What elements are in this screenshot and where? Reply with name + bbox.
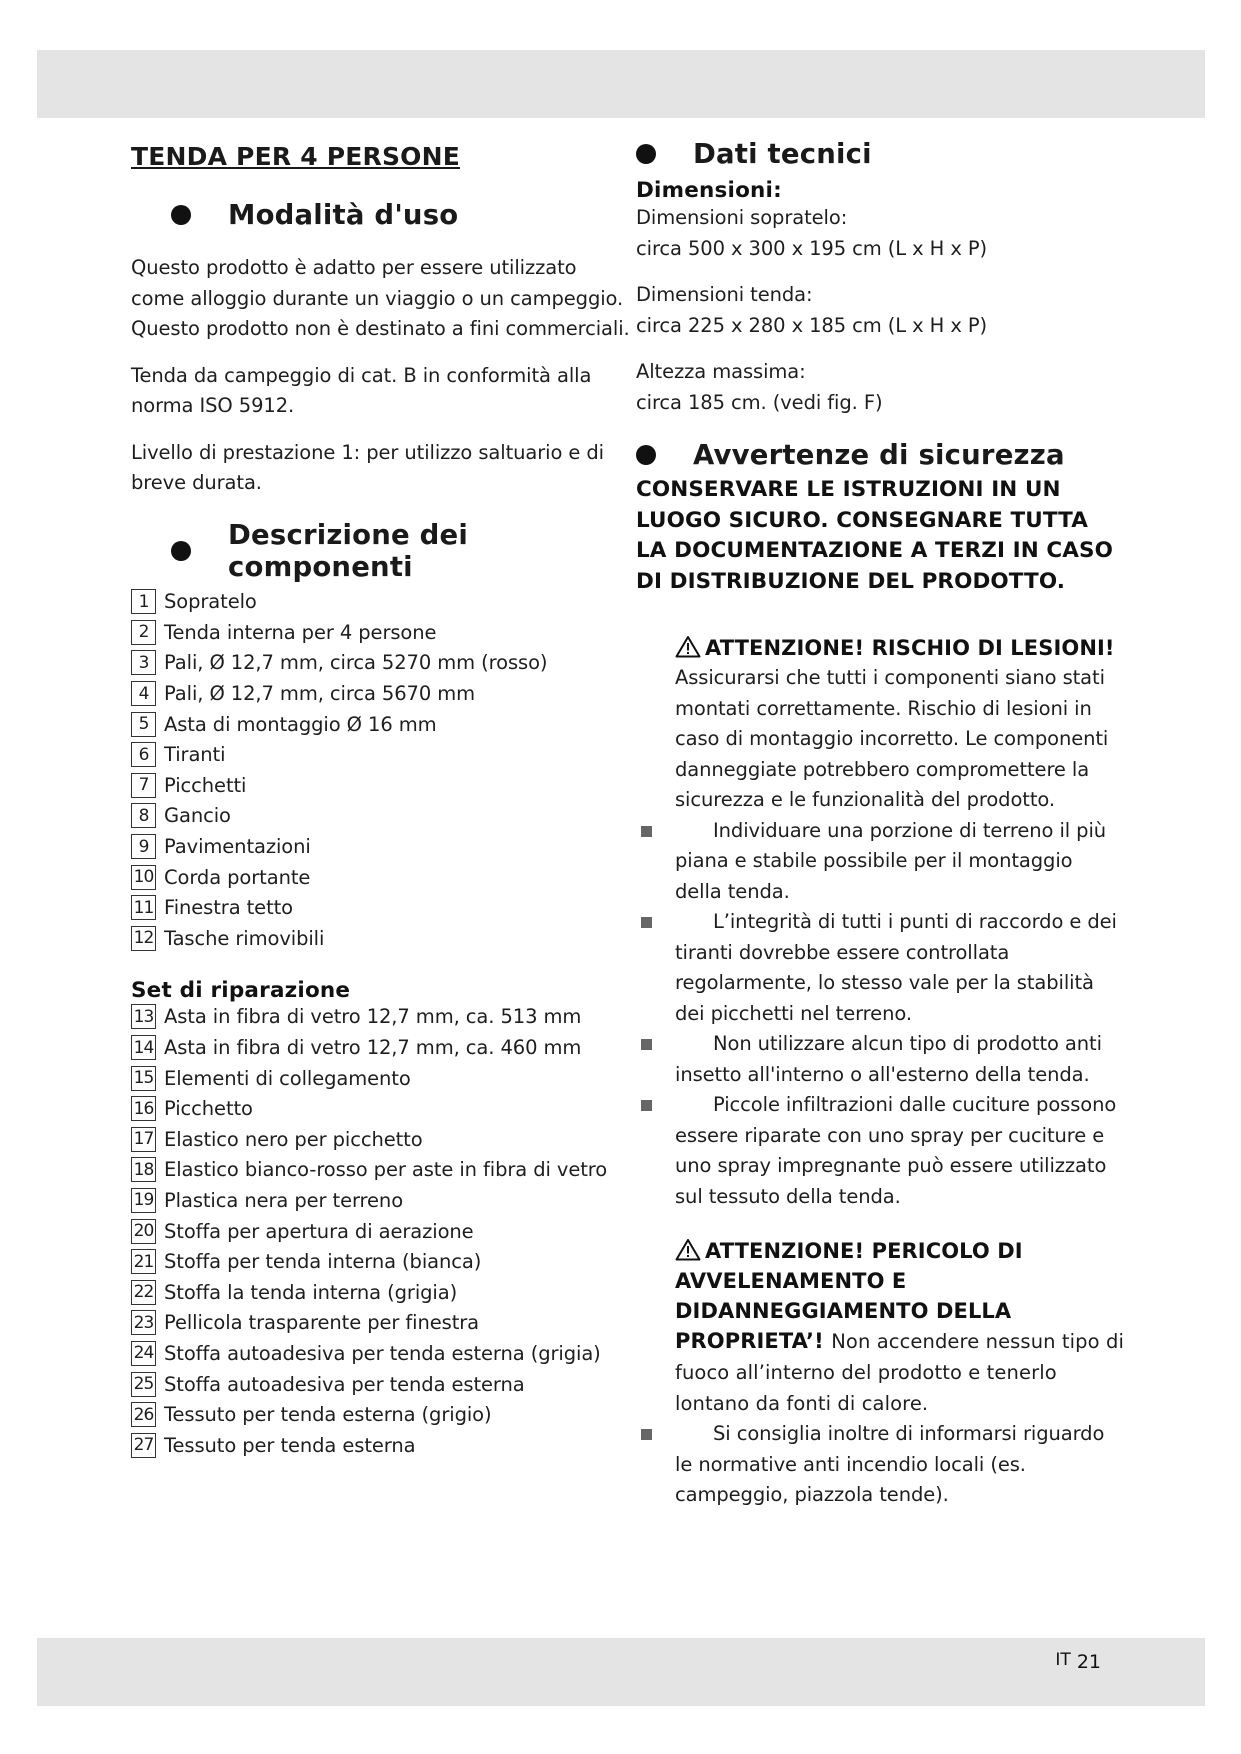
safety-heading — [636, 439, 1116, 471]
item-number-box: 1 — [131, 589, 156, 614]
item-label: Stoffa autoadesiva per tenda esterna (grigia) — [164, 1341, 601, 1365]
item-number-box: 10 — [131, 865, 156, 890]
tech-row-label: Dimensioni tenda: — [636, 283, 813, 306]
usage-paragraph-1: Questo prodotto è adatto per essere utilizzato come alloggio durante un viaggio o un campeggio. Questo prodotto non è destinato a fini commerciali. — [131, 256, 630, 340]
header-bar — [37, 50, 1205, 118]
bullet-item — [675, 1419, 1125, 1511]
list-item — [131, 801, 631, 832]
square-bullet-icon — [641, 1429, 652, 1440]
item-number-box: 6 — [131, 742, 156, 767]
usage-heading-text: Modalità d'uso — [228, 199, 459, 231]
item-number-box: 11 — [131, 895, 156, 920]
page-title: TENDA PER 4 PERSONE — [131, 142, 461, 171]
page-number-value: 21 — [1076, 1651, 1101, 1673]
bullet-item — [675, 907, 1125, 1029]
list-item — [131, 770, 631, 801]
list-item — [131, 617, 631, 648]
item-label: Finestra tetto — [164, 896, 294, 920]
item-number-box: 3 — [131, 650, 156, 675]
repair-heading: Set di riparazione — [131, 977, 351, 1003]
components-list — [131, 587, 631, 954]
item-label: Tenda interna per 4 persone — [164, 620, 437, 644]
item-label: Pavimentazioni — [164, 835, 311, 859]
item-number-box: 5 — [131, 712, 156, 737]
item-label: Asta in fibra di vetro 12,7 mm, ca. 460 mm — [164, 1036, 582, 1060]
item-label: Picchetto — [164, 1097, 253, 1121]
warning-injury — [675, 633, 1125, 1212]
list-item — [131, 1032, 631, 1063]
safety-heading-text: Avvertenze di sicurezza — [693, 439, 1065, 471]
item-label: Asta di montaggio Ø 16 mm — [164, 712, 437, 736]
item-number-box: 12 — [131, 926, 156, 951]
item-number-box: 26 — [131, 1402, 156, 1427]
item-number-box: 22 — [131, 1280, 156, 1305]
usage-paragraph-3: Livello di prestazione 1: per utilizzo saltuario e di breve durata. — [131, 440, 604, 494]
item-label: Tasche rimovibili — [164, 926, 325, 950]
warning-poison-bullets — [675, 1419, 1125, 1511]
list-item — [131, 1124, 631, 1155]
warning-injury-title — [675, 633, 1125, 663]
list-item — [131, 892, 631, 923]
item-number-box: 9 — [131, 834, 156, 859]
footer-bar — [37, 1638, 1205, 1706]
list-item — [131, 923, 631, 954]
tech-row — [636, 357, 1116, 418]
item-number-box: 15 — [131, 1066, 156, 1091]
item-label: Gancio — [164, 804, 231, 828]
item-label: Elementi di collegamento — [164, 1066, 411, 1090]
bullet-text: Piccole infiltrazioni dalle cuciture possono essere riparate con uno spray per cuciture e uno spray impregnante può essere utilizzato sul tessuto della tenda. — [675, 1093, 1117, 1208]
item-number-box: 7 — [131, 773, 156, 798]
item-label: Pali, Ø 12,7 mm, circa 5270 mm (rosso) — [164, 651, 548, 675]
tech-row-value: circa 185 cm. (vedi fig. F) — [636, 390, 883, 414]
tech-row-label: Dimensioni sopratelo: — [636, 206, 848, 229]
list-item — [131, 739, 631, 770]
bullet-dot-icon — [636, 144, 656, 164]
left-column — [131, 138, 631, 1461]
item-number-box: 27 — [131, 1433, 156, 1458]
square-bullet-icon — [641, 1100, 652, 1111]
list-item — [131, 648, 631, 679]
item-number-box: 19 — [131, 1188, 156, 1213]
list-item — [131, 1155, 631, 1186]
item-number-box: 2 — [131, 620, 156, 645]
list-item — [131, 1002, 631, 1033]
square-bullet-icon — [641, 1039, 652, 1050]
item-number-box: 21 — [131, 1249, 156, 1274]
item-label: Stoffa per tenda interna (bianca) — [164, 1250, 482, 1274]
item-number-box: 8 — [131, 803, 156, 828]
list-item — [131, 1093, 631, 1124]
warning-poison — [675, 1236, 1125, 1511]
usage-heading — [171, 199, 631, 231]
item-number-box: 13 — [131, 1004, 156, 1029]
warning-poison-text: Non accendere nessun tipo di fuoco all’interno del prodotto e tenerlo lontano da fonti di calore. — [675, 1330, 1124, 1415]
list-item — [131, 678, 631, 709]
tech-heading — [636, 138, 1116, 170]
page-number — [1055, 1650, 1101, 1673]
list-item — [131, 1216, 631, 1247]
item-number-box: 18 — [131, 1157, 156, 1182]
warning-poison-title-text: ATTENZIONE! PERICOLO DI AVVELENAMENTO E DIDANNEGGIAMENTO DELLA PROPRIETA’! — [675, 1239, 1023, 1353]
repair-list — [131, 1002, 631, 1461]
usage-paragraph-2: Tenda da campeggio di cat. B in conformità alla norma ISO 5912. — [131, 363, 592, 417]
tech-row-label: Altezza massima: — [636, 360, 806, 383]
square-bullet-icon — [641, 826, 652, 837]
item-label: Tessuto per tenda esterna — [164, 1433, 416, 1457]
item-label: Elastico bianco-rosso per aste in fibra di vetro — [164, 1158, 608, 1182]
page-language: IT — [1055, 1650, 1071, 1670]
list-item — [131, 1308, 631, 1339]
bullet-dot-icon — [171, 205, 191, 225]
item-label: Asta in fibra di vetro 12,7 mm, ca. 513 mm — [164, 1005, 582, 1029]
item-label: Tessuto per tenda esterna (grigio) — [164, 1403, 492, 1427]
item-number-box: 4 — [131, 681, 156, 706]
bullet-item — [675, 1090, 1125, 1212]
list-item — [131, 587, 631, 618]
square-bullet-icon — [641, 917, 652, 928]
bullet-dot-icon — [636, 445, 656, 465]
bullet-item — [675, 1029, 1125, 1090]
item-number-box: 14 — [131, 1035, 156, 1060]
tech-row-value: circa 500 x 300 x 195 cm (L x H x P) — [636, 236, 988, 260]
item-label: Stoffa la tenda interna (grigia) — [164, 1280, 458, 1304]
item-label: Stoffa per apertura di aerazione — [164, 1219, 474, 1243]
list-item — [131, 831, 631, 862]
bullet-item — [675, 816, 1125, 908]
item-label: Stoffa autoadesiva per tenda esterna — [164, 1372, 525, 1396]
item-label: Pellicola trasparente per finestra — [164, 1311, 480, 1335]
bullet-dot-icon — [171, 541, 191, 561]
warning-triangle-icon — [675, 1238, 701, 1261]
tech-row — [636, 280, 1116, 341]
list-item — [131, 1277, 631, 1308]
list-item — [131, 1185, 631, 1216]
list-item — [131, 709, 631, 740]
item-number-box: 25 — [131, 1372, 156, 1397]
item-number-box: 23 — [131, 1310, 156, 1335]
bullet-text: Non utilizzare alcun tipo di prodotto anti insetto all'interno o all'esterno della tenda. — [675, 1032, 1102, 1086]
components-heading-text: Descrizione dei componenti — [228, 518, 469, 583]
item-label: Pali, Ø 12,7 mm, circa 5670 mm — [164, 682, 476, 706]
bullet-text: Si consiglia inoltre di informarsi riguardo le normative anti incendio locali (es. campeggio, piazzola tende). — [675, 1422, 1105, 1506]
warning-triangle-icon — [675, 635, 701, 658]
warning-injury-title-text: ATTENZIONE! RISCHIO DI LESIONI! — [705, 636, 1115, 660]
bullet-text: L’integrità di tutti i punti di raccordo e dei tiranti dovrebbe essere controllata regolarmente, lo stesso vale per la stabilità dei picchetti nel terreno. — [675, 910, 1117, 1025]
item-number-box: 17 — [131, 1127, 156, 1152]
components-heading — [171, 519, 631, 583]
item-label: Corda portante — [164, 865, 311, 889]
warning-poison-title — [675, 1236, 1125, 1419]
list-item — [131, 1063, 631, 1094]
list-item — [131, 862, 631, 893]
item-label: Plastica nera per terreno — [164, 1188, 404, 1212]
dimensions-label: Dimensioni: — [636, 178, 782, 203]
tech-row-value: circa 225 x 280 x 185 cm (L x H x P) — [636, 313, 988, 337]
list-item — [131, 1430, 631, 1461]
tech-row — [636, 203, 1116, 264]
list-item — [131, 1369, 631, 1400]
item-label: Sopratelo — [164, 590, 257, 614]
warning-injury-text: Assicurarsi che tutti i componenti siano stati montati correttamente. Rischio di lesioni in caso di montaggio incorretto. Le componenti danneggiate potrebbero compromettere la sicurezza e le funzionalità del prodotto. — [675, 666, 1109, 811]
item-label: Picchetti — [164, 773, 247, 797]
warning-injury-bullets — [675, 816, 1125, 1213]
item-number-box: 20 — [131, 1219, 156, 1244]
tech-heading-text: Dati tecnici — [693, 138, 872, 170]
right-column — [636, 138, 1124, 1511]
list-item — [131, 1399, 631, 1430]
item-number-box: 24 — [131, 1341, 156, 1366]
item-label: Tiranti — [164, 743, 226, 767]
bullet-text: Individuare una porzione di terreno il più piana e stabile possibile per il montaggio della tenda. — [675, 818, 1107, 903]
safety-caps-notice: CONSERVARE LE ISTRUZIONI IN UN LUOGO SICURO. CONSEGNARE TUTTA LA DOCUMENTAZIONE A TERZI IN CASO DI DISTRIBUZIONE DEL PRODOTTO. — [636, 477, 1113, 594]
list-item — [131, 1246, 631, 1277]
item-label: Elastico nero per picchetto — [164, 1127, 423, 1151]
list-item — [131, 1338, 631, 1369]
item-number-box: 16 — [131, 1096, 156, 1121]
